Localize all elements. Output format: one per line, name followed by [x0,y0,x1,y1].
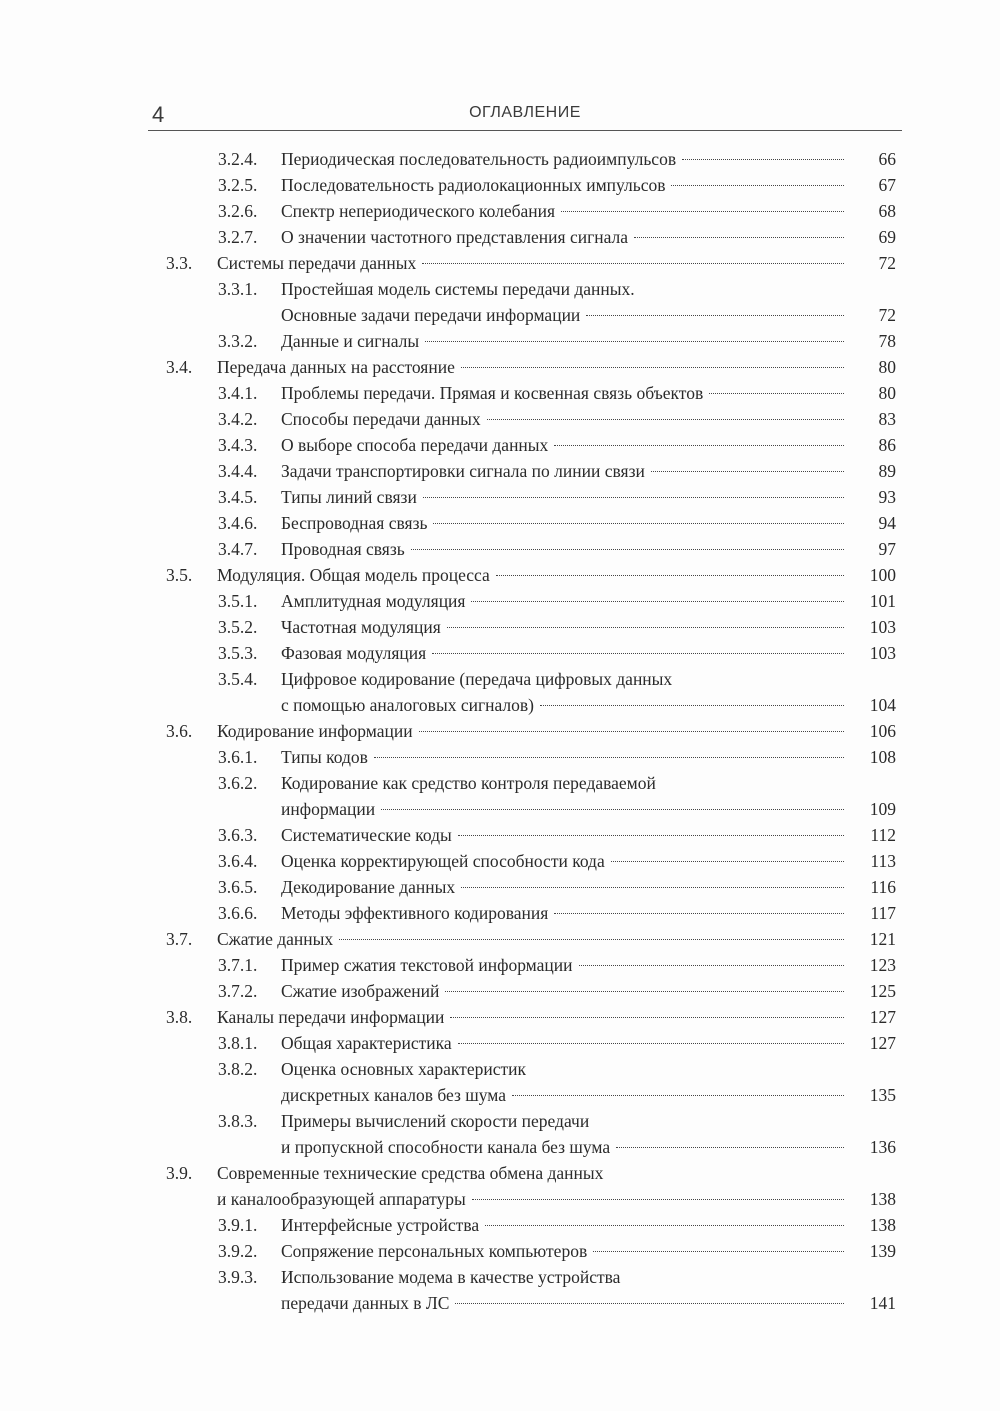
toc-entry-line [0,1238,1000,1264]
toc-entry-line [0,224,1000,250]
toc-entry-line [0,1134,1000,1160]
toc-entry-line [0,874,1000,900]
toc-entry-title: Использование модема в качестве устройства [281,1267,621,1287]
toc-entry-line [0,1212,1000,1238]
dot-leader [422,263,844,264]
toc-entry-page: 69 [878,227,896,247]
toc-entry-number: 3.5.1. [218,591,258,611]
toc-entry-title: Способы передачи данных [281,409,481,429]
toc-entry-page: 72 [878,305,896,325]
toc-entry-number: 3.8. [166,1007,193,1027]
header-divider [148,130,902,131]
toc-entry-page: 93 [878,487,896,507]
dot-leader [682,159,844,160]
toc-entry-title: Спектр непериодического колебания [281,201,556,221]
toc-entry-page: 80 [878,357,896,377]
toc-entry-page: 101 [869,591,896,611]
toc-entry-line [0,484,1000,510]
page-number: 4 [152,102,165,127]
toc-entry-line [0,614,1000,640]
toc-entry-page: 127 [869,1007,896,1027]
toc-entry-page: 83 [878,409,896,429]
toc-entry-line [0,1030,1000,1056]
page-header [148,100,902,128]
dot-leader [487,419,844,420]
toc-entry-number: 3.4.4. [218,461,258,481]
toc-entry-line [0,458,1000,484]
toc-entry-number: 3.4.6. [218,513,258,533]
running-title: ОГЛАВЛЕНИЕ [469,104,581,121]
toc-entry-line [0,276,1000,302]
toc-entry-title: с помощью аналоговых сигналов) [281,695,534,715]
toc-entry-line [0,588,1000,614]
dot-leader [512,1095,844,1096]
toc-entry-title: Оценка корректирующей способности кода [281,851,605,871]
toc-entry-title: Оценка основных характеристик [281,1059,526,1079]
toc-entry-page: 138 [869,1215,896,1235]
toc-entry-line [0,1082,1000,1108]
toc-entry-line [0,1186,1000,1212]
toc-entry-line [0,770,1000,796]
toc-entry-title: Примеры вычислений скорости передачи [281,1111,590,1131]
toc-entry-line [0,926,1000,952]
toc-entry-number: 3.6.6. [218,903,258,923]
toc-entry-title: Основные задачи передачи информации [281,305,581,325]
toc-entry-line [0,900,1000,926]
toc-entry-page: 121 [869,929,896,949]
toc-entry-number: 3.2.6. [218,201,258,221]
toc-entry-title: Беспроводная связь [281,513,428,533]
toc-entry-title: Данные и сигналы [281,331,420,351]
toc-entry-page: 113 [870,851,896,871]
toc-entry-number: 3.6.4. [218,851,258,871]
dot-leader [381,809,844,810]
toc-entry-line [0,1160,1000,1186]
toc-entry-number: 3.2.7. [218,227,258,247]
toc-entry-page: 104 [869,695,896,715]
toc-entry-number: 3.8.3. [218,1111,258,1131]
dot-leader [461,367,844,368]
dot-leader [634,237,844,238]
toc-entry-page: 106 [869,721,896,741]
dot-leader [671,185,844,186]
toc-entry-line [0,822,1000,848]
dot-leader [496,575,844,576]
toc-entry-title: Модуляция. Общая модель процесса [217,565,490,585]
dot-leader [579,965,844,966]
toc-entry-title: Декодирование данных [281,877,456,897]
dot-leader [485,1225,844,1226]
dot-leader [616,1147,844,1148]
dot-leader [458,1043,844,1044]
toc-entry-page: 112 [870,825,896,845]
toc-entry-number: 3.9.1. [218,1215,258,1235]
dot-leader [461,887,844,888]
dot-leader [411,549,844,550]
toc-entry-page: 109 [869,799,896,819]
toc-entry-line [0,562,1000,588]
toc-entry-title: Общая характеристика [281,1033,452,1053]
toc-entry-number: 3.5.4. [218,669,258,689]
toc-entry-page: 94 [878,513,896,533]
toc-entry-number: 3.6.2. [218,773,258,793]
toc-entry-title: Простейшая модель системы передачи данных. [281,279,635,299]
toc-entry-title: Кодирование информации [217,721,413,741]
toc-entry-line [0,510,1000,536]
toc-entry-line [0,978,1000,1004]
toc-entry-page: 108 [869,747,896,767]
toc-entry-title: Сжатие изображений [281,981,440,1001]
toc-entry-page: 100 [869,565,896,585]
dot-leader [339,939,844,940]
toc-entry-title: Пример сжатия текстовой информации [281,955,573,975]
toc-entry-line [0,1004,1000,1030]
toc-entry-title: Частотная модуляция [281,617,441,637]
dot-leader [593,1251,844,1252]
toc-entry-line [0,848,1000,874]
toc-entry-number: 3.7.1. [218,955,258,975]
toc-entry-line [0,1108,1000,1134]
toc-entry-page: 136 [869,1137,896,1157]
dot-leader [561,211,844,212]
toc-entry-title: О значении частотного представления сигнала [281,227,629,247]
toc-entry-title: Методы эффективного кодирования [281,903,549,923]
dot-leader [433,523,844,524]
toc-entry-title: Каналы передачи информации [217,1007,445,1027]
toc-entry-page: 80 [878,383,896,403]
toc-entry-line [0,380,1000,406]
toc-entry-page: 86 [878,435,896,455]
toc-entry-line [0,146,1000,172]
dot-leader [425,341,844,342]
toc-entry-line [0,1290,1000,1316]
dot-leader [423,497,844,498]
toc-entry-title: Цифровое кодирование (передача цифровых данных [281,669,673,689]
toc-entry-title: Передача данных на расстояние [217,357,455,377]
toc-entry-number: 3.4.2. [218,409,258,429]
toc-entry-title: Последовательность радиолокационных импульсов [281,175,666,195]
dot-leader [419,731,844,732]
toc-entry-line [0,354,1000,380]
toc-entry-title: информации [281,799,376,819]
toc-entry-line [0,744,1000,770]
toc-entry-line [0,198,1000,224]
toc-entry-page: 135 [869,1085,896,1105]
dot-leader [458,835,844,836]
toc-entry-page: 117 [870,903,896,923]
toc-entry-number: 3.3.2. [218,331,258,351]
toc-entry-title: Периодическая последовательность радиоимпульсов [281,149,677,169]
dot-leader [651,471,844,472]
toc-entry-line [0,640,1000,666]
toc-entry-number: 3.4.5. [218,487,258,507]
toc-entry-line [0,1056,1000,1082]
toc-entry-number: 3.9. [166,1163,193,1183]
dot-leader [445,991,844,992]
dot-leader [450,1017,844,1018]
toc-entry-line [0,328,1000,354]
toc-entry-number: 3.8.2. [218,1059,258,1079]
toc-entry-page: 116 [870,877,896,897]
toc-entry-number: 3.9.3. [218,1267,258,1287]
toc-entry-title: Типы линий связи [281,487,417,507]
toc-entry-number: 3.4.3. [218,435,258,455]
dot-leader [611,861,844,862]
toc-entry-line [0,952,1000,978]
table-of-contents [0,146,1000,1316]
dot-leader [554,445,844,446]
toc-entry-number: 3.8.1. [218,1033,258,1053]
toc-entry-title: О выборе способа передачи данных [281,435,549,455]
toc-entry-line [0,250,1000,276]
toc-entry-title: Систематические коды [281,825,452,845]
toc-entry-number: 3.5.3. [218,643,258,663]
toc-entry-line [0,172,1000,198]
toc-entry-page: 141 [869,1293,896,1313]
toc-entry-page: 68 [878,201,896,221]
toc-entry-line [0,1264,1000,1290]
toc-entry-title: Типы кодов [281,747,368,767]
toc-entry-number: 3.6.1. [218,747,258,767]
toc-entry-title: Проводная связь [281,539,405,559]
toc-entry-title: Амплитудная модуляция [281,591,466,611]
toc-entry-number: 3.7. [166,929,193,949]
toc-entry-number: 3.9.2. [218,1241,258,1261]
dot-leader [472,1199,844,1200]
toc-entry-title: дискретных каналов без шума [281,1085,507,1105]
toc-entry-line [0,536,1000,562]
toc-entry-number: 3.4.7. [218,539,258,559]
toc-entry-line [0,406,1000,432]
toc-entry-title: Системы передачи данных [217,253,417,273]
toc-entry-number: 3.2.4. [218,149,258,169]
dot-leader [374,757,844,758]
dot-leader [540,705,844,706]
toc-entry-number: 3.6.3. [218,825,258,845]
toc-entry-page: 89 [878,461,896,481]
toc-entry-title: Фазовая модуляция [281,643,427,663]
toc-entry-title: Интерфейсные устройства [281,1215,480,1235]
dot-leader [554,913,844,914]
toc-entry-number: 3.2.5. [218,175,258,195]
toc-entry-number: 3.6.5. [218,877,258,897]
dot-leader [471,601,844,602]
toc-entry-title: Сжатие данных [217,929,334,949]
toc-entry-title: и пропускной способности канала без шума [281,1137,611,1157]
toc-entry-number: 3.5. [166,565,193,585]
toc-entry-title: и каналообразующей аппаратуры [217,1189,466,1209]
toc-entry-page: 66 [878,149,896,169]
toc-entry-page: 67 [878,175,896,195]
toc-entry-number: 3.3.1. [218,279,258,299]
toc-entry-number: 3.6. [166,721,193,741]
dot-leader [455,1303,844,1304]
toc-entry-number: 3.3. [166,253,193,273]
toc-entry-page: 139 [869,1241,896,1261]
toc-entry-page: 123 [869,955,896,975]
toc-entry-page: 72 [878,253,896,273]
toc-entry-title: Проблемы передачи. Прямая и косвенная связь объектов [281,383,704,403]
dot-leader [432,653,844,654]
dot-leader [447,627,844,628]
toc-entry-page: 97 [878,539,896,559]
toc-entry-title: Сопряжение персональных компьютеров [281,1241,588,1261]
toc-entry-title: Задачи транспортировки сигнала по линии связи [281,461,645,481]
toc-entry-page: 78 [878,331,896,351]
toc-entry-number: 3.5.2. [218,617,258,637]
toc-entry-line [0,718,1000,744]
toc-entry-page: 138 [869,1189,896,1209]
toc-entry-line [0,666,1000,692]
toc-entry-page: 103 [869,617,896,637]
toc-entry-page: 103 [869,643,896,663]
toc-entry-number: 3.4.1. [218,383,258,403]
toc-entry-line [0,302,1000,328]
toc-entry-title: Современные технические средства обмена данных [217,1163,604,1183]
dot-leader [709,393,844,394]
toc-entry-title: передачи данных в ЛС [281,1293,450,1313]
toc-entry-title: Кодирование как средство контроля передаваемой [281,773,656,793]
toc-entry-line [0,796,1000,822]
toc-entry-number: 3.4. [166,357,193,377]
toc-entry-page: 125 [869,981,896,1001]
dot-leader [586,315,844,316]
toc-entry-number: 3.7.2. [218,981,258,1001]
toc-entry-page: 127 [869,1033,896,1053]
toc-entry-line [0,692,1000,718]
toc-entry-line [0,432,1000,458]
